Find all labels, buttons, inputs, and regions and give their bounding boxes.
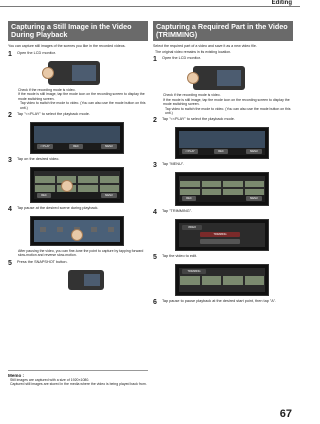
- play-button[interactable]: <<PLAY: [37, 144, 53, 149]
- intro-text: Select the required part of a video and save it as a new video file.: [153, 44, 257, 49]
- rec-button[interactable]: REC: [69, 144, 83, 149]
- rec-button[interactable]: REC: [182, 196, 196, 201]
- camera-illustration: [48, 61, 100, 85]
- hand-icon: [42, 67, 54, 79]
- left-column: [8, 21, 148, 293]
- screen-record: [175, 127, 269, 159]
- memo-item: Still images are captured with a size of 1920×1080.: [10, 378, 90, 382]
- snapshot-illustration: [68, 270, 104, 290]
- screen-index: [30, 167, 124, 203]
- step-1: 1 Open the LCD monitor.: [8, 51, 56, 58]
- intro-text: You can capture still images of the scenes you like in the recorded videos.: [8, 44, 126, 49]
- bullet: If the mode is still image, tap the mode icon on the recording screen to display the mode switching screen.: [18, 92, 145, 101]
- camera-illustration: [193, 66, 245, 90]
- memo: [8, 370, 148, 387]
- page-header: Editing: [271, 0, 292, 6]
- screen-index: [175, 172, 269, 206]
- step-4: 4 Tap pause at the desired scene during playback.: [8, 206, 99, 214]
- trimming-title: TRIMMING: [182, 269, 206, 274]
- step-2: 2 Tap "<<PLAY" to select the playback mode.: [8, 112, 90, 120]
- menu-button[interactable]: MENU: [101, 193, 117, 198]
- hand-icon: [61, 180, 73, 192]
- trimming-menu-item[interactable]: TRIMMING: [200, 232, 240, 237]
- step-1: 1 Open the LCD monitor.: [153, 56, 201, 64]
- bullet: After pausing the video, you can fine-tune the point to capture by tapping forward slow-motion and reverse slow-motion.: [18, 249, 144, 258]
- bullet: Check if the recording mode is video.: [18, 88, 76, 92]
- step-5: 5 Press the SNAPSHOT button.: [8, 259, 68, 267]
- rec-button[interactable]: REC: [37, 193, 51, 198]
- header-rule: [0, 6, 300, 7]
- bullet: If the mode is still image, tap the mode icon on the recording screen to display the mode switching screen.: [163, 97, 290, 107]
- step-4: 4 Tap "TRIMMING".: [153, 209, 193, 217]
- step-3: 3 Tap "MENU".: [153, 162, 185, 170]
- memo-title: Memo :: [8, 370, 148, 378]
- menu-button[interactable]: MENU: [246, 196, 262, 201]
- step-5: 5 Tap the video to edit.: [153, 254, 198, 262]
- menu-item[interactable]: [200, 239, 240, 244]
- hand-icon: [71, 229, 83, 241]
- memo-item: Captured still images are stored in the media where the video is being played back from.: [10, 382, 147, 387]
- screen-playback: [30, 216, 124, 246]
- step-6: 6 Tap pause to pause playback at the desired start point, then tap "A".: [153, 299, 277, 307]
- bullet: The original video remains in its existing location.: [155, 50, 232, 54]
- section-title: Capturing a Required Part in the Video (TRIMMING): [153, 21, 293, 41]
- bullet: Check if the recording mode is video.: [163, 93, 221, 98]
- step-3: 3 Tap on the desired video.: [8, 157, 60, 165]
- menu-button[interactable]: MENU: [101, 144, 117, 149]
- screen-trimming: [175, 264, 269, 296]
- screen-menu: [175, 219, 269, 251]
- page-number: 67: [279, 408, 292, 420]
- play-button[interactable]: <<PLAY: [182, 149, 198, 154]
- sub-text: Tap video to switch the mode to video. (You can also use the mode button on this unit.): [165, 106, 291, 116]
- hand-icon: [187, 72, 199, 84]
- screen-record: [30, 122, 124, 154]
- right-column: [153, 21, 293, 306]
- sub-text: Tap video to switch the mode to video. (You can also use the mode button on this unit.): [20, 101, 146, 110]
- menu-button[interactable]: MENU: [246, 149, 262, 154]
- section-title: Capturing a Still Image in the Video During Playback: [8, 21, 148, 41]
- rec-button[interactable]: REC: [214, 149, 228, 154]
- video-menu-label: VIDEO: [182, 225, 202, 230]
- step-2: 2 Tap "<<PLAY" to select the playback mode.: [153, 117, 235, 125]
